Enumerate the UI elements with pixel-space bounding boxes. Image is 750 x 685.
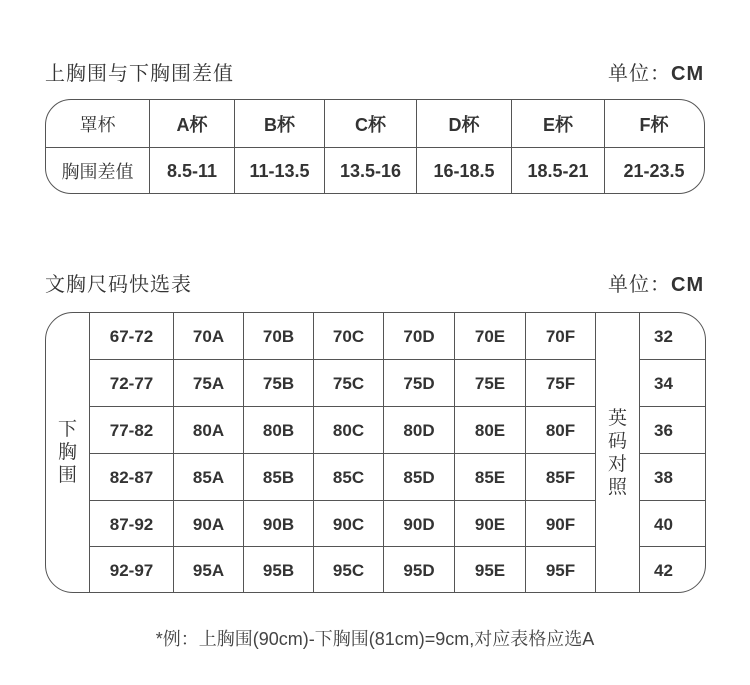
range-cell: 72-77 [109, 373, 154, 393]
section1-unit [608, 57, 704, 86]
size-cell: 90B [243, 501, 313, 548]
cup-difference-table [45, 99, 705, 194]
difference-row [46, 147, 704, 194]
section2-title: 文胸尺码快选表 [45, 274, 192, 296]
uk-size-cell: 32 [654, 326, 673, 346]
size-cell: 70F [525, 313, 595, 360]
header-cell: 罩杯 [79, 114, 116, 135]
size-cell: 75C [313, 360, 383, 407]
size-cell: 70D [383, 313, 454, 360]
unit-label: 单位： [608, 63, 671, 85]
size-cell: 70B [243, 313, 313, 360]
size-cell: 85B [243, 454, 313, 501]
mid-label-char: 照 [607, 476, 627, 498]
cup-header-row [46, 100, 704, 147]
size-cell: 95D [383, 547, 454, 593]
side-label-char: 下 [57, 419, 77, 440]
size-cell: 75B [243, 360, 313, 407]
unit-value: CM [671, 274, 705, 296]
underbust-label [46, 313, 90, 592]
value-cell: 16-18.5 [416, 148, 511, 194]
size-row [90, 407, 595, 454]
size-cell: 85D [383, 454, 454, 501]
size-cell: 80E [454, 407, 525, 454]
header-cell: E杯 [511, 100, 604, 147]
uk-size-label [595, 313, 640, 592]
size-cell: 85E [454, 454, 525, 501]
side-label-char: 围 [57, 465, 77, 486]
section1-title: 上胸围与下胸围差值 [45, 63, 234, 85]
size-cell: 75D [383, 360, 454, 407]
header-cell: B杯 [234, 100, 324, 147]
size-row [90, 313, 595, 360]
size-cell: 95F [525, 547, 595, 593]
uk-size-column [640, 313, 706, 592]
size-row [90, 360, 595, 407]
mid-label-char: 码 [607, 430, 627, 452]
uk-size-cell: 36 [654, 420, 673, 440]
value-cell: 21-23.5 [604, 148, 703, 194]
size-row [90, 501, 595, 548]
size-cell: 90D [383, 501, 454, 548]
size-cell: 90E [454, 501, 525, 548]
uk-size-cell: 42 [654, 560, 673, 580]
row-label: 胸围差值 [61, 162, 134, 182]
uk-size-cell: 34 [654, 373, 673, 393]
value-cell: 13.5-16 [324, 148, 416, 194]
size-quick-select-table [45, 312, 706, 593]
size-cell: 95C [313, 547, 383, 593]
size-cell: 70A [173, 313, 243, 360]
uk-size-cell: 38 [654, 467, 673, 487]
uk-size-cell: 40 [654, 514, 673, 534]
size-cell: 95A [173, 547, 243, 593]
size-cell: 75E [454, 360, 525, 407]
mid-label-char: 对 [607, 453, 627, 475]
size-cell: 80C [313, 407, 383, 454]
size-grid [90, 313, 595, 592]
size-cell: 90A [173, 501, 243, 548]
size-cell: 75A [173, 360, 243, 407]
value-cell: 8.5-11 [149, 148, 234, 194]
size-cell: 80A [173, 407, 243, 454]
section2-unit [608, 268, 704, 297]
header-cell: D杯 [416, 100, 511, 147]
size-cell: 75F [525, 360, 595, 407]
unit-label: 单位： [608, 274, 671, 296]
unit-value: CM [671, 63, 705, 85]
size-cell: 85A [173, 454, 243, 501]
size-cell: 85F [525, 454, 595, 501]
size-cell: 70E [454, 313, 525, 360]
size-cell: 85C [313, 454, 383, 501]
size-cell: 90F [525, 501, 595, 548]
size-cell: 90C [313, 501, 383, 548]
range-cell: 82-87 [109, 467, 154, 487]
range-cell: 77-82 [109, 420, 154, 440]
mid-label-char: 英 [607, 407, 627, 429]
header-cell: C杯 [324, 100, 416, 147]
value-cell: 18.5-21 [511, 148, 604, 194]
header-cell: A杯 [149, 100, 234, 147]
size-cell: 80B [243, 407, 313, 454]
range-cell: 92-97 [109, 560, 154, 580]
size-cell: 95E [454, 547, 525, 593]
size-row [90, 454, 595, 501]
side-label-char: 胸 [57, 442, 77, 463]
size-cell: 80D [383, 407, 454, 454]
size-row [90, 547, 595, 593]
example-note: *例：上胸围(90cm)-下胸围(81cm)=9cm,对应表格应选A [155, 629, 595, 649]
size-cell: 70C [313, 313, 383, 360]
size-cell: 80F [525, 407, 595, 454]
size-cell: 95B [243, 547, 313, 593]
range-cell: 87-92 [109, 514, 154, 534]
header-cell: F杯 [604, 100, 703, 147]
range-cell: 67-72 [109, 326, 154, 346]
value-cell: 11-13.5 [234, 148, 324, 194]
